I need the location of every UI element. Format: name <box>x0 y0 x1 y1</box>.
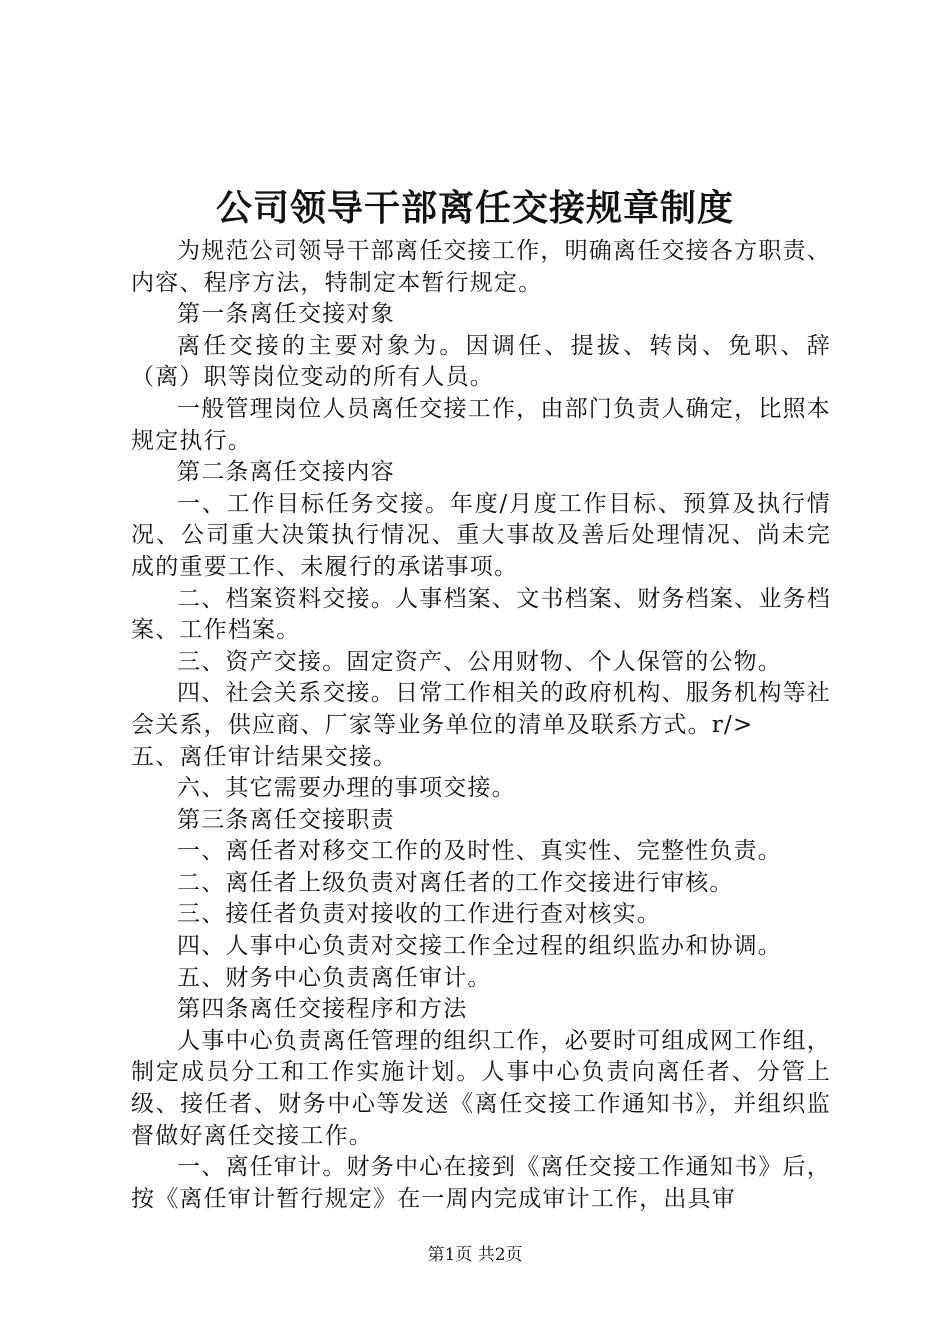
paragraph: 三、资产交接。固定资产、公用财物、个人保管的公物。 <box>177 648 782 675</box>
page-footer: 第1页 共2页 <box>427 1245 523 1265</box>
paragraph: 五、财务中心负责离任审计。 <box>177 964 492 991</box>
article-2-heading: 第二条离任交接内容 <box>177 459 395 486</box>
paragraph: 一、离任审计。财务中心在接到《离任交接工作通知书》后，按《离任审计暂行规定》在一周内完成审计工作，出具审 <box>131 1154 831 1212</box>
paragraph: 六、其它需要办理的事项交接。 <box>177 775 516 802</box>
page-title: 公司领导干部离任交接规章制度 <box>215 187 734 229</box>
paragraph: 三、接任者负责对接收的工作进行查对核实。 <box>177 901 661 928</box>
paragraph: 四、社会关系交接。日常工作相关的政府机构、服务机构等社会关系，供应商、厂家等业务单位的清单及联系方式。r/> <box>131 680 831 738</box>
paragraph: 二、离任者上级负责对离任者的工作交接进行审核。 <box>177 869 734 896</box>
paragraph: 人事中心负责离任管理的组织工作，必要时可组成网工作组，制定成员分工和工作实施计划。人事中心负责向离任者、分管上级、接任者、财务中心等发送《离任交接工作通知书》，并组织监督做好离任交接工作。 <box>131 1027 831 1149</box>
article-1-heading: 第一条离任交接对象 <box>177 301 395 328</box>
paragraph: 一、离任者对移交工作的及时性、真实性、完整性负责。 <box>177 838 782 865</box>
intro-paragraph: 为规范公司领导干部离任交接工作，明确离任交接各方职责、内容、程序方法，特制定本暂行规定。 <box>131 238 831 296</box>
paragraph: 二、档案资料交接。人事档案、文书档案、财务档案、业务档案、工作档案。 <box>131 585 831 644</box>
document-body <box>131 236 831 1215</box>
article-4-heading: 第四条离任交接程序和方法 <box>177 996 468 1023</box>
paragraph: 五、离任审计结果交接。 <box>131 743 398 770</box>
paragraph: 一、工作目标任务交接。年度/月度工作目标、预算及执行情况、公司重大决策执行情况、重大事故及善后处理情况、尚未完成的重要工作、未履行的承诺事项。 <box>131 490 831 580</box>
paragraph: 四、人事中心负责对交接工作全过程的组织监办和协调。 <box>177 933 782 960</box>
paragraph: 离任交接的主要对象为。因调任、提拔、转岗、免职、辞（离）职等岗位变动的所有人员。 <box>131 332 831 391</box>
paragraph: 一般管理岗位人员离任交接工作，由部门负责人确定，比照本规定执行。 <box>131 395 831 454</box>
article-3-heading: 第三条离任交接职责 <box>177 806 395 833</box>
